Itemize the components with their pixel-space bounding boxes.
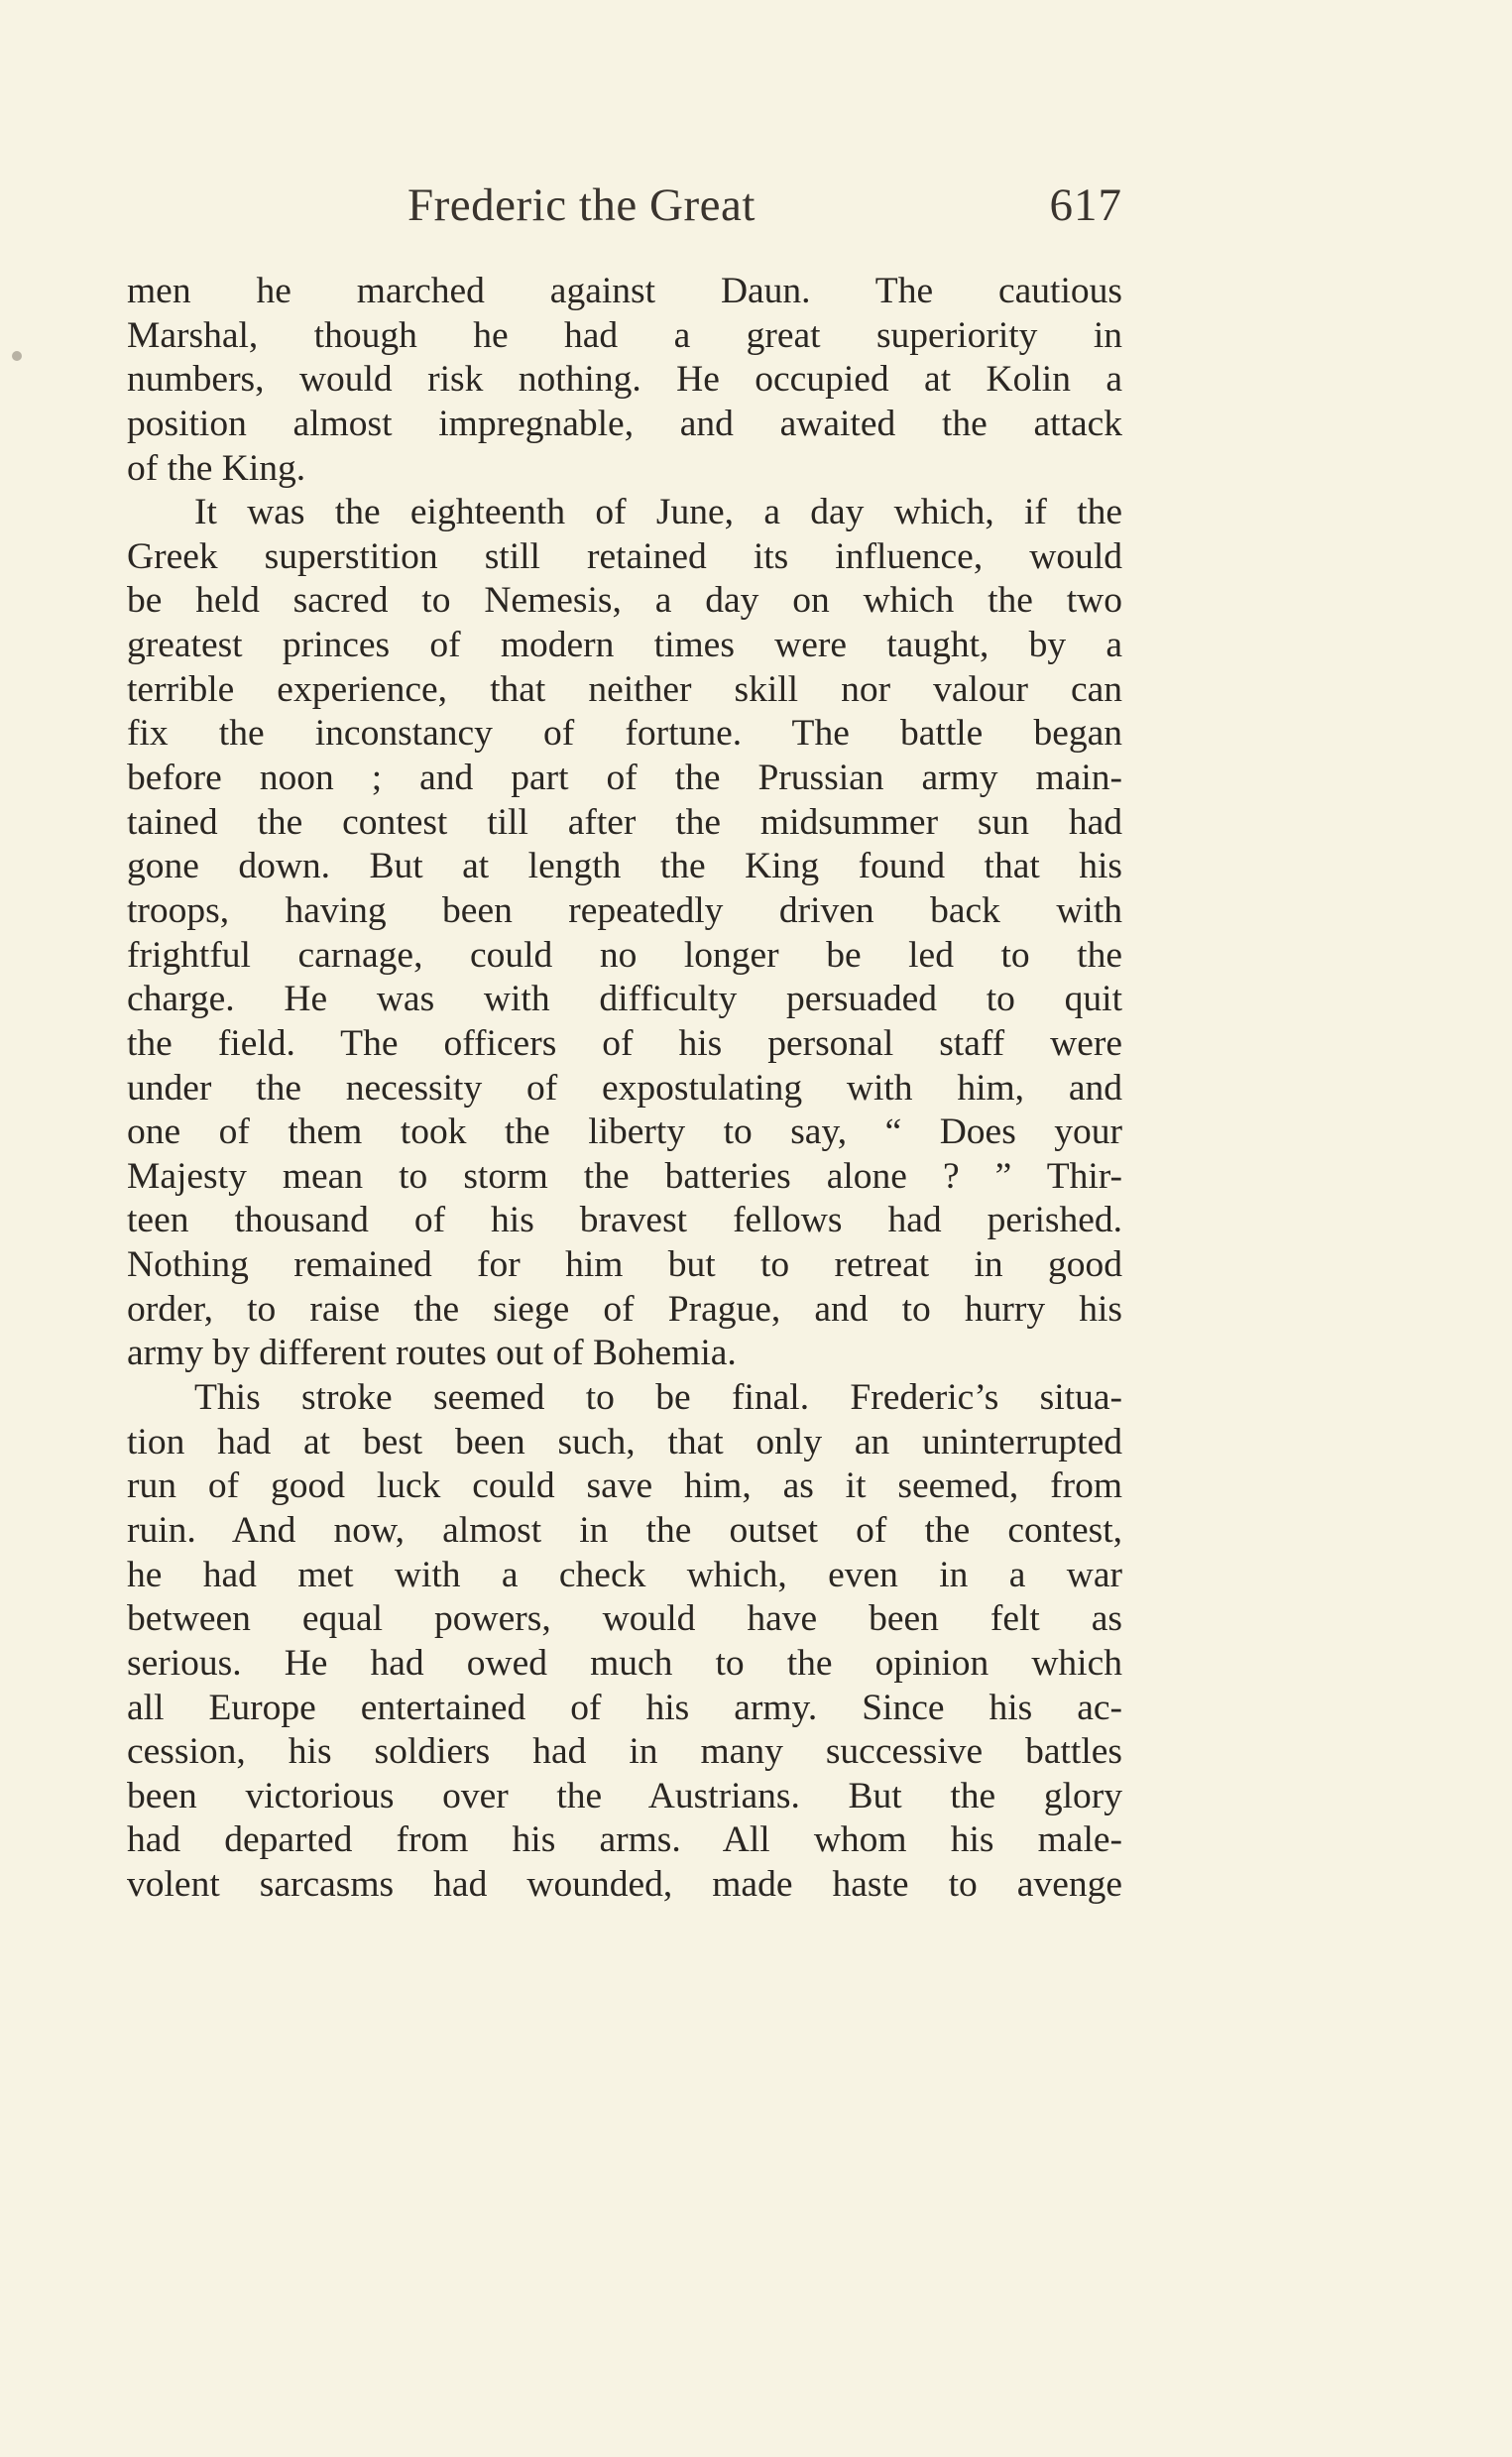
text-line: cession, his soldiers had in many successive battles bbox=[127, 1731, 1122, 1773]
text-line: terrible experience, that neither skill nor valour can bbox=[127, 668, 1122, 710]
text-line: Marshal, though he had a great superiority in bbox=[127, 314, 1122, 356]
text-line: troops, having been repeatedly driven back with bbox=[127, 889, 1122, 931]
text-line: position almost impregnable, and awaited the attack bbox=[127, 403, 1122, 444]
text-line: numbers, would risk nothing. He occupied at Kolin a bbox=[127, 359, 1122, 401]
paper-speck bbox=[12, 351, 22, 361]
text-line: all Europe entertained of his army. Since his ac- bbox=[127, 1687, 1122, 1728]
body-text bbox=[127, 270, 1122, 1908]
text-line: Nothing remained for him but to retreat in good bbox=[127, 1244, 1122, 1286]
text-line: of the King. bbox=[127, 447, 306, 489]
text-line: This stroke seemed to be final. Frederic’s situa- bbox=[194, 1377, 1122, 1419]
text-line: gone down. But at length the King found that his bbox=[127, 846, 1122, 887]
text-line: volent sarcasms had wounded, made haste to avenge bbox=[127, 1864, 1122, 1906]
text-line: been victorious over the Austrians. But the glory bbox=[127, 1775, 1122, 1816]
running-title: Frederic the Great bbox=[407, 179, 756, 231]
text-line: one of them took the liberty to say, “ Does your bbox=[127, 1112, 1122, 1153]
text-line: between equal powers, would have been felt as bbox=[127, 1598, 1122, 1640]
text-line: had departed from his arms. All whom his male- bbox=[127, 1819, 1122, 1861]
text-line: tion had at best been such, that only an uninterrupted bbox=[127, 1421, 1122, 1462]
text-line: he had met with a check which, even in a war bbox=[127, 1554, 1122, 1595]
text-line: greatest princes of modern times were taught, by a bbox=[127, 625, 1122, 666]
page-number: 617 bbox=[1049, 179, 1122, 231]
text-line: men he marched against Daun. The cautious bbox=[127, 271, 1122, 311]
text-line: It was the eighteenth of June, a day which, if the bbox=[194, 492, 1122, 533]
text-line: frightful carnage, could no longer be led to the bbox=[127, 934, 1122, 976]
text-line: under the necessity of expostulating with him, and bbox=[127, 1067, 1122, 1109]
text-line: Majesty mean to storm the batteries alone ? ” Thir- bbox=[127, 1155, 1122, 1197]
text-line: order, to raise the siege of Prague, and to hurry his bbox=[127, 1288, 1122, 1330]
text-line: run of good luck could save him, as it seemed, from bbox=[127, 1465, 1122, 1507]
text-line: serious. He had owed much to the opinion which bbox=[127, 1642, 1122, 1684]
text-line: teen thousand of his bravest fellows had perished. bbox=[127, 1200, 1122, 1241]
text-line: before noon ; and part of the Prussian army main- bbox=[127, 758, 1122, 799]
text-line: Greek superstition still retained its influence, would bbox=[127, 535, 1122, 577]
text-line: army by different routes out of Bohemia. bbox=[127, 1333, 737, 1374]
text-line: charge. He was with difficulty persuaded to quit bbox=[127, 979, 1122, 1020]
text-line: fix the inconstancy of fortune. The battle began bbox=[127, 713, 1122, 755]
text-line: ruin. And now, almost in the outset of the contest, bbox=[127, 1509, 1122, 1551]
running-head bbox=[127, 178, 1122, 238]
text-line: be held sacred to Nemesis, a day on which the two bbox=[127, 580, 1122, 622]
text-line: tained the contest till after the midsummer sun had bbox=[127, 801, 1122, 843]
text-line: the field. The officers of his personal staff were bbox=[127, 1022, 1122, 1064]
